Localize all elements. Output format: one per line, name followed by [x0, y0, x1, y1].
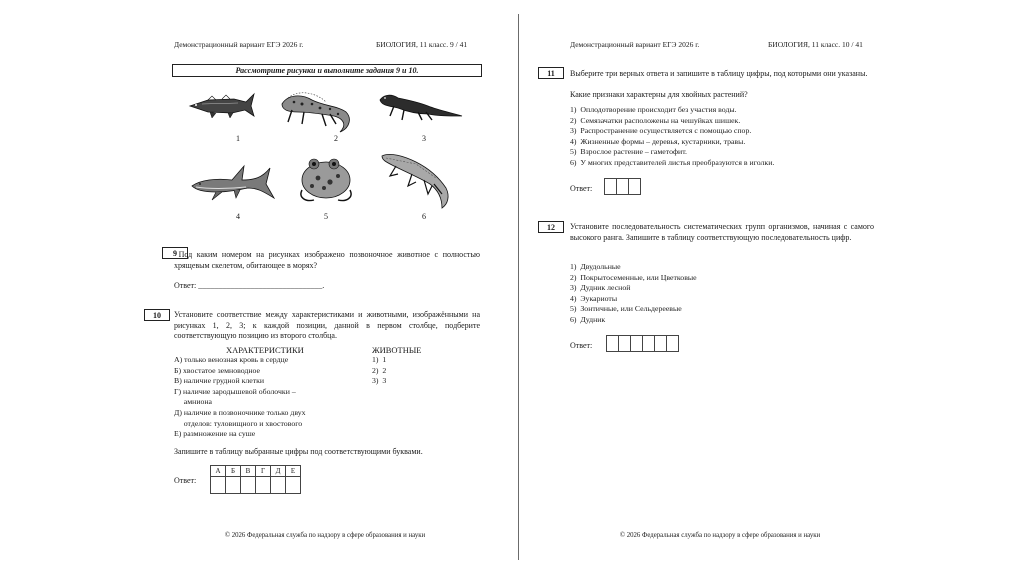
task-12-answer-cells[interactable] [606, 335, 679, 352]
animal-item: 1) 1 [372, 355, 387, 364]
animals-header: ЖИВОТНЫЕ [372, 345, 422, 355]
answer-cell[interactable] [256, 477, 271, 494]
task-9-answer[interactable]: Ответ: _______________________________. [174, 281, 325, 290]
answer-cell[interactable] [286, 477, 301, 494]
answer-cell[interactable] [211, 477, 226, 494]
task-12-text: Установите последовательность систематических групп организмов, начиная с самого высокого ранга. Запишите в таблицу соответствующую последовательность цифр. [570, 222, 874, 242]
characteristic-item: В) наличие грудной клетки [174, 376, 265, 386]
task-11-question: Какие признаки характерны для хвойных растений? [570, 90, 748, 99]
option-item: 2) Покрытосеменные, или Цветковые [570, 272, 697, 282]
option-item: 3) Распространение осуществляется с помощью спор. [570, 126, 752, 136]
option-item: 6) Дудник [570, 314, 606, 324]
figure-label-5: 5 [324, 212, 328, 221]
task-9-text [174, 250, 480, 271]
answer-cell[interactable] [628, 178, 641, 195]
animal-figure-1 [188, 86, 256, 126]
option-item: 5) Зонтичные, или Сельдереевые [570, 304, 682, 314]
task-12-answer-label: Ответ: [570, 341, 593, 350]
characteristics-header: ХАРАКТЕРИСТИКИ [226, 345, 304, 355]
task-11-answer-label: Ответ: [570, 184, 593, 193]
option-item: 5) Взрослое растение – гаметофит. [570, 147, 687, 157]
task-11-options [570, 105, 774, 169]
option-item: 3) Дудник лесной [570, 283, 631, 293]
option-item: 2) Семязачатки расположены на чешуйках шишек. [570, 115, 741, 125]
page-divider [518, 14, 519, 560]
animal-figure-5 [296, 150, 356, 206]
option-item: 4) Жизненные формы – деревья, кустарники, травы. [570, 136, 746, 146]
left-header-page: БИОЛОГИЯ, 11 класс. 9 / 41 [376, 40, 468, 49]
table-letter-a: А [211, 466, 226, 477]
right-footer: © 2026 Федеральная служба по надзору в сфере образования и науки [619, 532, 821, 539]
task-9-question: Под каким номером на рисунках изображено позвоночное животное с полностью хрящевым скелетом, обитающее в морях? [174, 250, 481, 270]
answer-cell[interactable] [271, 477, 286, 494]
task-12-options [570, 262, 697, 326]
animal-figure-6 [376, 150, 456, 212]
left-page [153, 0, 490, 574]
option-item: 4) Эукариоты [570, 293, 618, 303]
task-10-number: 10 [144, 309, 170, 321]
characteristic-item: Г) наличие зародышевой оболочки – [174, 386, 296, 396]
task-11-text: Выберите три верных ответа и запишите в таблицу цифры, под которыми они указаны. [570, 69, 868, 78]
characteristic-item: А) только венозная кровь в сердце [174, 355, 289, 364]
right-header-title: Демонстрационный вариант ЕГЭ 2026 г. [570, 40, 700, 49]
task-11-answer-cells[interactable] [604, 178, 641, 195]
table-letter-g: Г [256, 466, 271, 477]
table-letter-d: Д [271, 466, 286, 477]
answer-cell[interactable] [241, 477, 256, 494]
figures-banner: Рассмотрите рисунки и выполните задания 9 и 10. [172, 64, 482, 77]
task-10-answer-label: Ответ: [174, 476, 197, 485]
table-letter-e: Е [286, 466, 301, 477]
animal-item: 3) 3 [372, 376, 387, 386]
task-12-number: 12 [538, 221, 564, 233]
table-letter-v: В [241, 466, 256, 477]
animals-list [372, 355, 386, 387]
answer-cell[interactable] [666, 335, 679, 352]
figure-label-1: 1 [236, 134, 240, 143]
table-letter-b: Б [226, 466, 241, 477]
left-header-title: Демонстрационный вариант ЕГЭ 2026 г. [174, 40, 304, 49]
animal-figure-3 [378, 86, 464, 130]
characteristic-item: Д) наличие в позвоночнике только двух [174, 407, 306, 417]
animal-figure-2 [278, 82, 364, 138]
figure-label-4: 4 [236, 212, 240, 221]
option-item: 6) У многих представителей листья преобразуются в иголки. [570, 157, 775, 167]
figure-label-2: 2 [334, 134, 338, 143]
animal-item: 2) 2 [372, 365, 387, 375]
animal-figure-4 [188, 156, 278, 206]
task-10-text: Установите соответствие между характеристиками и животными, изображёнными на рисунках 1, 2, 3; к каждой позиции, данной в первом столбце, подберите соответствующую позицию из второго столбца. [174, 310, 480, 340]
answer-cell[interactable] [226, 477, 241, 494]
characteristic-item: Е) размножение на суше [174, 429, 256, 439]
option-item: 1) Оплодотворение происходит без участия воды. [570, 105, 737, 114]
right-header-page: БИОЛОГИЯ, 11 класс. 10 / 41 [768, 40, 863, 49]
left-footer: © 2026 Федеральная служба по надзору в сфере образования и науки [224, 532, 426, 539]
option-item: 1) Двудольные [570, 262, 621, 271]
task-10-answer-table[interactable] [210, 465, 301, 494]
characteristics-list [174, 355, 306, 440]
task-10-instruction: Запишите в таблицу выбранные цифры под соответствующими буквами. [174, 447, 423, 456]
task-9-number: 9 [162, 247, 188, 259]
right-page [547, 0, 880, 574]
task-11-number: 11 [538, 67, 564, 79]
characteristic-item: отделов: туловищного и хвостового [174, 418, 303, 428]
characteristic-item: амниона [174, 397, 213, 407]
figure-label-3: 3 [422, 134, 426, 143]
characteristic-item: Б) хвостатое земноводное [174, 365, 261, 375]
figure-label-6: 6 [422, 212, 426, 221]
